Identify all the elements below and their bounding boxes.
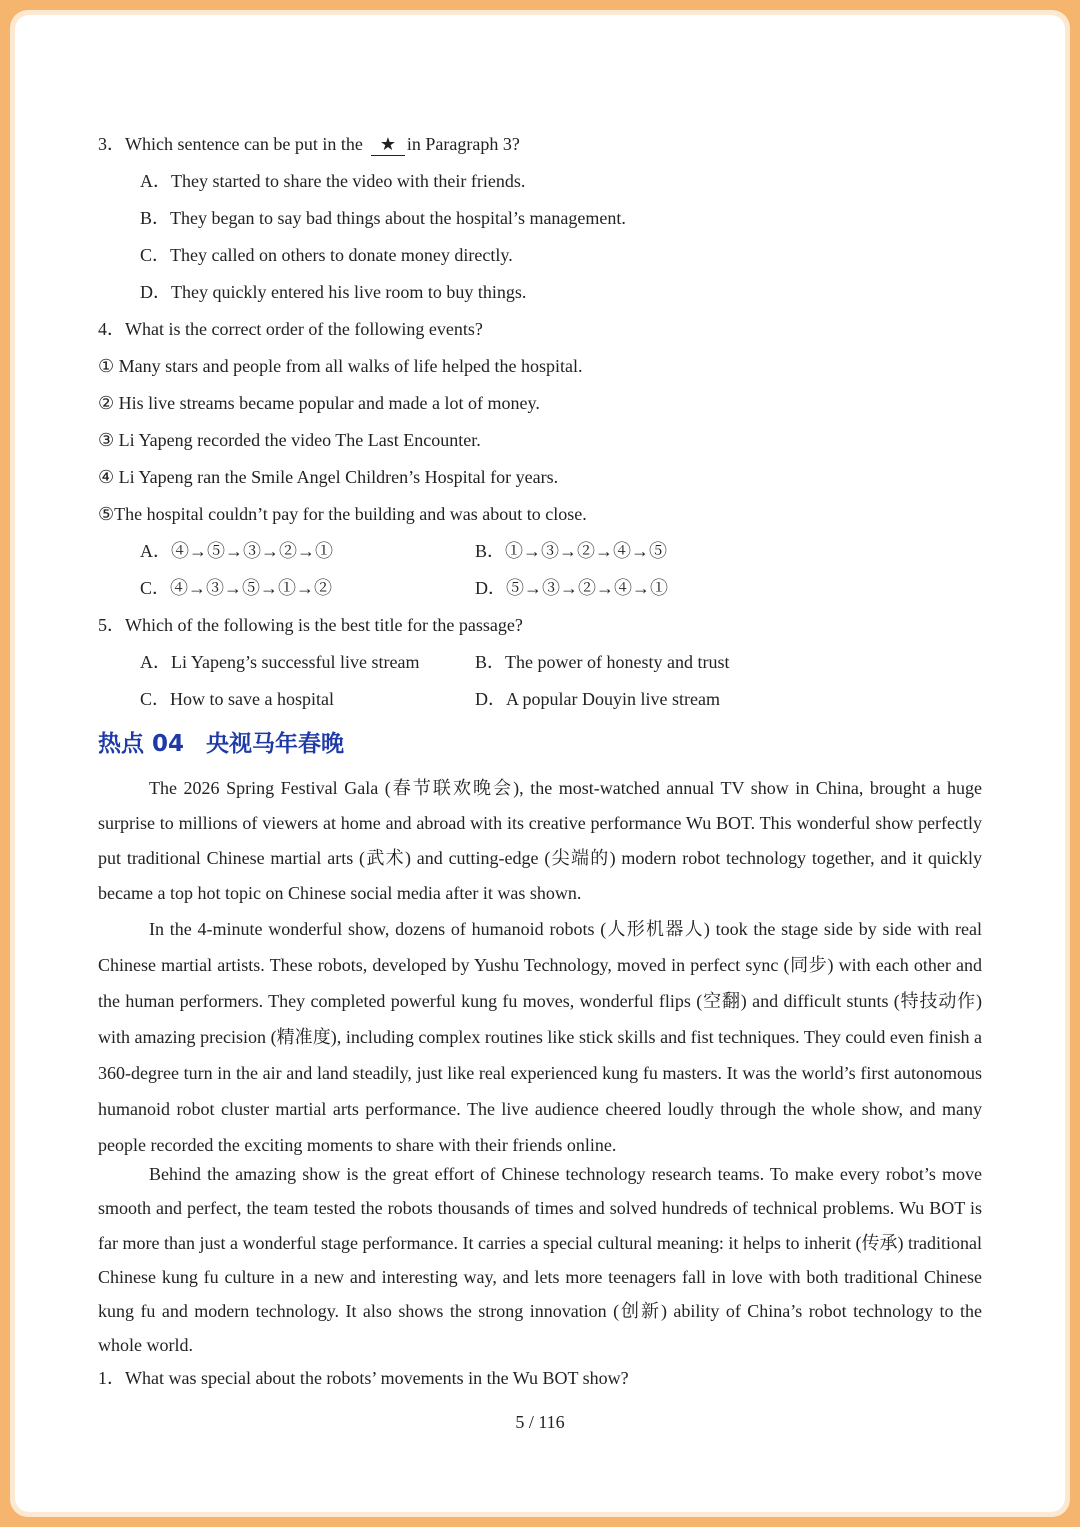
passage-paragraph-2: In the 4-minute wonderful show, dozens of humanoid robots (人形机器人) took the stage side by side with real Chinese martial artists. These robots, developed by Yushu Technology, moved in perfect sync (同步) with each other and the human performers. They completed powerful kung fu moves, wonderful flips (空翻) and difficult stunts (特技动作) with amazing precision (精准度), including complex routines like stick skills and fist techniques. They could even finish a 360-degree turn in the air and land steadily, just like real experienced kung fu masters. It was the world’s first autonomous humanoid robot cluster martial arts performance. The live audience cheered loudly through the whole show, and many people recorded the exciting moments to share with their friends online.	[98, 919, 982, 1155]
star-icon: ★	[379, 134, 396, 154]
q5-option-b: B．The power of honesty and trust	[475, 652, 730, 672]
q4-event-3: ③ Li Yapeng recorded the video The Last Encounter.	[98, 430, 481, 450]
q4-option-b: B．①→③→②→④→⑤	[475, 541, 668, 561]
q3-option-c: C．They called on others to donate money directly.	[140, 245, 513, 265]
star-blank	[371, 133, 405, 156]
q4-event-1: ① Many stars and people from all walks of life helped the hospital.	[98, 356, 583, 376]
q3-stem-text-end: in Paragraph 3?	[406, 134, 520, 154]
section-heading	[98, 725, 344, 758]
section-title: 央视马年春晚	[206, 731, 345, 757]
q4-event-5: ⑤The hospital couldn’t pay for the building and was about to close.	[98, 504, 587, 524]
section-label: 热点 04	[98, 731, 185, 757]
q3-option-a: A．They started to share the video with their friends.	[140, 171, 526, 191]
q4-option-c: C．④→③→⑤→①→②	[140, 578, 333, 598]
q3-stem-text: 3．Which sentence can be put in the	[98, 134, 363, 154]
q4-option-a: A．④→⑤→③→②→①	[140, 541, 333, 561]
q4-event-2: ② His live streams became popular and made a lot of money.	[98, 393, 540, 413]
q1-stem: 1．What was special about the robots’ movements in the Wu BOT show?	[98, 1368, 629, 1388]
q3-stem	[98, 133, 520, 156]
passage-paragraph-3: Behind the amazing show is the great effort of Chinese technology research teams. To make every robot’s move smooth and perfect, the team tested the robots thousands of times and solved hundreds of technical problems. Wu BOT is far more than just a wonderful stage performance. It carries a special cultural meaning: it helps to inherit (传承) traditional Chinese kung fu culture in a new and interesting way, and lets more teenagers fall in love with both traditional Chinese kung fu and modern technology. It also shows the strong innovation (创新) ability of China’s robot technology to the whole world.	[98, 1164, 982, 1356]
q4-option-d: D．⑤→③→②→④→①	[475, 578, 668, 598]
passage-paragraph-1: The 2026 Spring Festival Gala (春节联欢晚会), the most-watched annual TV show in China, brought a huge surprise to millions of viewers at home and abroad with its creative performance Wu BOT. This wonderful show perfectly put traditional Chinese martial arts (武术) and cutting-edge (尖端的) modern robot technology together, and it quickly became a top hot topic on Chinese social media after it was shown.	[98, 778, 982, 903]
q5-stem: 5．Which of the following is the best title for the passage?	[98, 615, 523, 635]
q4-stem: 4．What is the correct order of the following events?	[98, 319, 483, 339]
q3-option-d: D．They quickly entered his live room to buy things.	[140, 282, 527, 302]
q3-option-b: B．They began to say bad things about the hospital’s management.	[140, 208, 626, 228]
page-number: 5 / 116	[515, 1412, 565, 1432]
q5-option-c: C．How to save a hospital	[140, 689, 334, 709]
q5-option-a: A．Li Yapeng’s successful live stream	[140, 652, 420, 672]
q4-event-4: ④ Li Yapeng ran the Smile Angel Children’s Hospital for years.	[98, 467, 559, 487]
q5-option-d: D．A popular Douyin live stream	[475, 689, 720, 709]
